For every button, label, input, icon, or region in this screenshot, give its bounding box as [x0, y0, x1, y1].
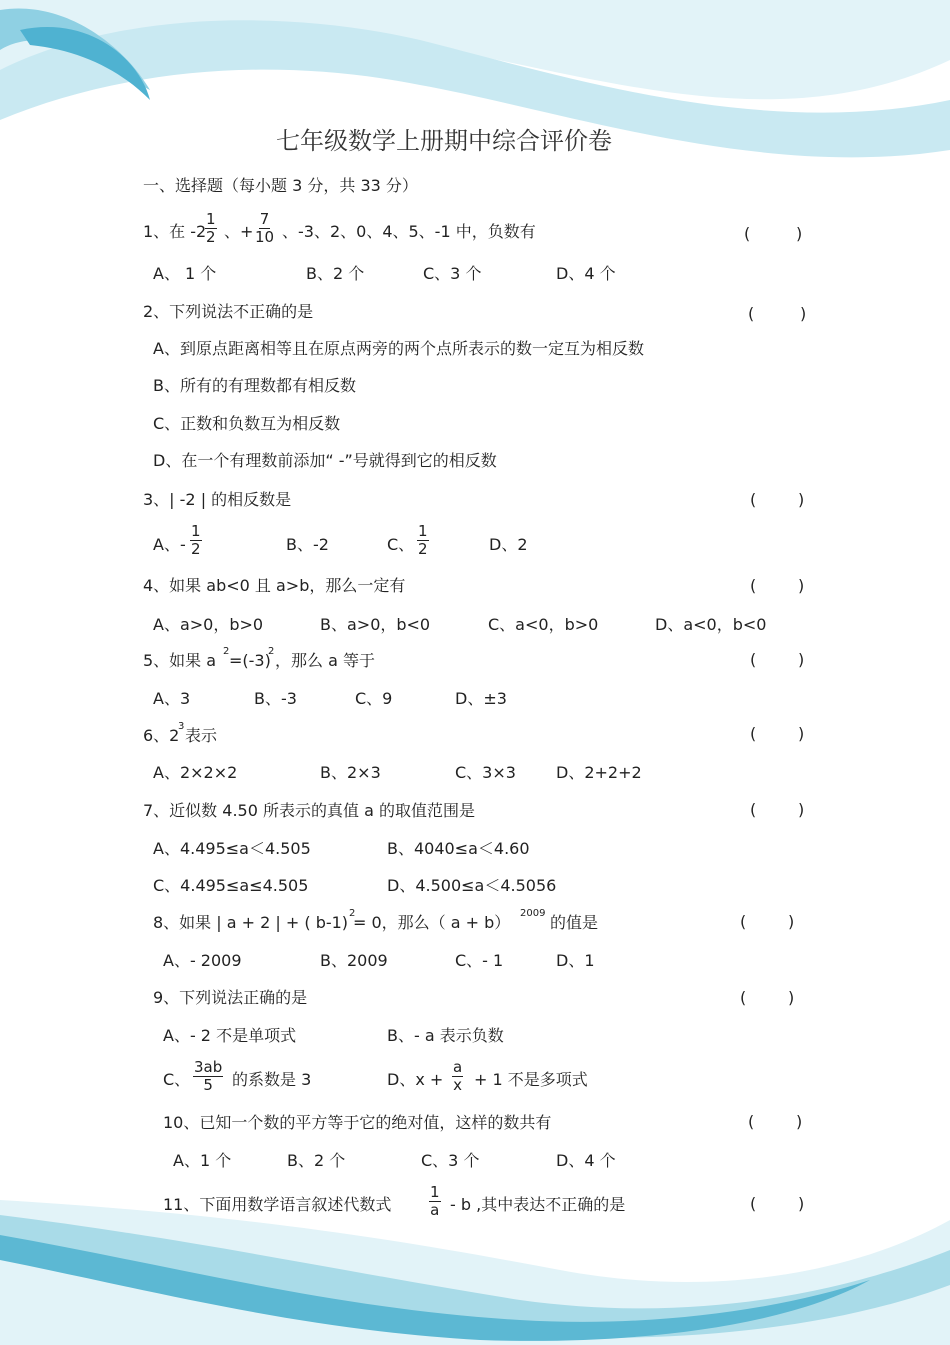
q6-stem-a: 6、2 — [143, 726, 180, 745]
q3-paren-close: ) — [798, 490, 805, 509]
q11-suffix: - b ,其中表达不正确的是 — [450, 1195, 626, 1214]
q8-option-b: B、2009 — [320, 951, 388, 970]
q9-d-frac-den: x — [453, 1076, 463, 1094]
q9-option-c-fraction — [193, 1059, 223, 1094]
q4-option-c: C、a<0，b>0 — [488, 615, 599, 634]
q5-exponent-2: 2 — [268, 646, 275, 657]
q9-option-d-suffix: + 1 不是多项式 — [474, 1070, 588, 1089]
q9-d-frac-num: a — [453, 1058, 463, 1076]
q6-exponent: 3 — [178, 721, 185, 732]
q3-a-frac-den: 2 — [191, 540, 201, 558]
q9-c-frac-den: 5 — [203, 1076, 213, 1094]
q5-paren-close: ) — [798, 650, 805, 669]
q9-option-d-fraction — [452, 1059, 463, 1094]
q1-option-a: A、 1 个 — [153, 264, 217, 283]
q5-paren-open: ( — [750, 650, 757, 669]
q1-option-d: D、4 个 — [556, 264, 616, 283]
q2-option-c: C、正数和负数互为相反数 — [153, 414, 341, 433]
q8-option-c: C、- 1 — [455, 951, 504, 970]
q3-stem: 3、| -2 | 的相反数是 — [143, 490, 292, 509]
q1-fraction-2 — [255, 211, 274, 246]
q1-frac2-den: 10 — [255, 228, 275, 246]
q1-option-b: B、2 个 — [306, 264, 365, 283]
q9-option-a: A、- 2 不是单项式 — [163, 1026, 297, 1045]
q4-paren-open: ( — [750, 576, 757, 595]
q7-paren-close: ) — [798, 800, 805, 819]
q1-frac2-num: 7 — [259, 210, 270, 228]
q1-frac1-den: 2 — [206, 228, 216, 246]
q1-option-c: C、3 个 — [423, 264, 482, 283]
q10-option-b: B、2 个 — [287, 1151, 346, 1170]
q3-a-frac-num: 1 — [191, 522, 201, 540]
q8-option-d: D、1 — [556, 951, 595, 970]
q3-option-c-prefix: C、 — [387, 535, 415, 554]
q10-option-d: D、4 个 — [556, 1151, 616, 1170]
q5-option-b: B、-3 — [254, 689, 297, 708]
section-heading: 一、选择题（每小题 3 分，共 33 分） — [143, 176, 418, 195]
q8-paren-close: ) — [788, 912, 795, 931]
q1-fraction-1 — [205, 211, 217, 246]
q1-prefix: 1、在 -2 — [143, 222, 207, 241]
q5-stem-a: 5、如果 a — [143, 651, 217, 670]
q5-option-d: D、±3 — [455, 689, 507, 708]
q3-c-frac-den: 2 — [418, 540, 428, 558]
q6-paren-open: ( — [750, 724, 757, 743]
q11-stem: 11、下面用数学语言叙述代数式 — [163, 1195, 392, 1214]
q6-option-b: B、2×3 — [320, 763, 381, 782]
q5-stem-b: =(-3) — [229, 651, 271, 670]
q11-paren-close: ) — [798, 1194, 805, 1213]
q5-stem-c: ，那么 a 等于 — [275, 651, 375, 670]
q10-stem: 10、已知一个数的平方等于它的绝对值，这样的数共有 — [163, 1113, 552, 1132]
q3-option-b: B、-2 — [286, 535, 329, 554]
page-title: 七年级数学上册期中综合评价卷 — [276, 127, 612, 155]
q9-stem: 9、下列说法正确的是 — [153, 988, 308, 1007]
q3-option-d: D、2 — [489, 535, 528, 554]
q7-option-c: C、4.495≤a≤4.505 — [153, 876, 309, 895]
q3-option-a-fraction — [190, 523, 202, 558]
q6-option-c: C、3×3 — [455, 763, 516, 782]
q4-paren-close: ) — [798, 576, 805, 595]
q6-stem-b: 表示 — [185, 726, 218, 745]
q1-mid: 、+ — [224, 222, 254, 241]
q7-option-b: B、4040≤a＜4.60 — [387, 839, 530, 858]
q2-option-b: B、所有的有理数都有相反数 — [153, 376, 356, 395]
q11-paren-open: ( — [750, 1194, 757, 1213]
q8-exponent-2: 2009 — [520, 908, 546, 919]
q1-paren-open: ( — [744, 224, 751, 243]
q2-option-a: A、到原点距离相等且在原点两旁的两个点所表示的数一定互为相反数 — [153, 339, 644, 358]
q10-paren-open: ( — [748, 1112, 755, 1131]
q5-option-a: A、3 — [153, 689, 191, 708]
q9-option-c-suffix: 的系数是 3 — [232, 1070, 312, 1089]
q11-frac-num: 1 — [430, 1183, 440, 1201]
q11-fraction — [429, 1184, 441, 1219]
q9-paren-open: ( — [740, 988, 747, 1007]
q10-paren-close: ) — [796, 1112, 803, 1131]
q10-option-c: C、3 个 — [421, 1151, 480, 1170]
q7-paren-open: ( — [750, 800, 757, 819]
q8-exponent-1: 2 — [349, 908, 356, 919]
q1-frac1-num: 1 — [206, 210, 216, 228]
q8-stem-b: = 0，那么（ a + b） — [353, 913, 511, 932]
q4-option-d: D、a<0，b<0 — [655, 615, 767, 634]
q7-option-d: D、4.500≤a＜4.5056 — [387, 876, 557, 895]
q3-option-c-fraction — [417, 523, 429, 558]
q6-paren-close: ) — [798, 724, 805, 743]
q4-option-a: A、a>0，b>0 — [153, 615, 264, 634]
q4-stem: 4、如果 ab<0 且 a>b，那么一定有 — [143, 576, 406, 595]
q6-option-a: A、2×2×2 — [153, 763, 238, 782]
q7-option-a: A、4.495≤a＜4.505 — [153, 839, 311, 858]
q2-paren-close: ) — [800, 304, 807, 323]
q6-option-d: D、2+2+2 — [556, 763, 642, 782]
q9-option-b: B、- a 表示负数 — [387, 1026, 504, 1045]
q10-option-a: A、1 个 — [173, 1151, 232, 1170]
q11-frac-den: a — [430, 1201, 440, 1219]
q8-option-a: A、- 2009 — [163, 951, 242, 970]
q8-paren-open: ( — [740, 912, 747, 931]
q1-paren-close: ) — [796, 224, 803, 243]
q2-option-d: D、在一个有理数前添加“ -”号就得到它的相反数 — [153, 451, 497, 470]
q9-c-frac-num: 3ab — [194, 1058, 223, 1076]
q2-stem: 2、下列说法不正确的是 — [143, 302, 314, 321]
q1-suffix: 、-3、2、0、4、5、-1 中，负数有 — [282, 222, 536, 241]
q4-option-b: B、a>0，b<0 — [320, 615, 431, 634]
q9-option-c-prefix: C、 — [163, 1070, 191, 1089]
q7-stem: 7、近似数 4.50 所表示的真值 a 的取值范围是 — [143, 801, 475, 820]
q5-exponent-1: 2 — [223, 646, 230, 657]
q3-c-frac-num: 1 — [418, 522, 428, 540]
q3-option-a-prefix: A、- — [153, 535, 186, 554]
q2-paren-open: ( — [748, 304, 755, 323]
q9-option-d-prefix: D、x + — [387, 1070, 444, 1089]
q8-stem-a: 8、如果 | a + 2 | + ( b-1) — [153, 913, 349, 932]
q9-paren-close: ) — [788, 988, 795, 1007]
q5-option-c: C、9 — [355, 689, 393, 708]
q3-paren-open: ( — [750, 490, 757, 509]
q8-stem-c: 的值是 — [550, 913, 599, 932]
